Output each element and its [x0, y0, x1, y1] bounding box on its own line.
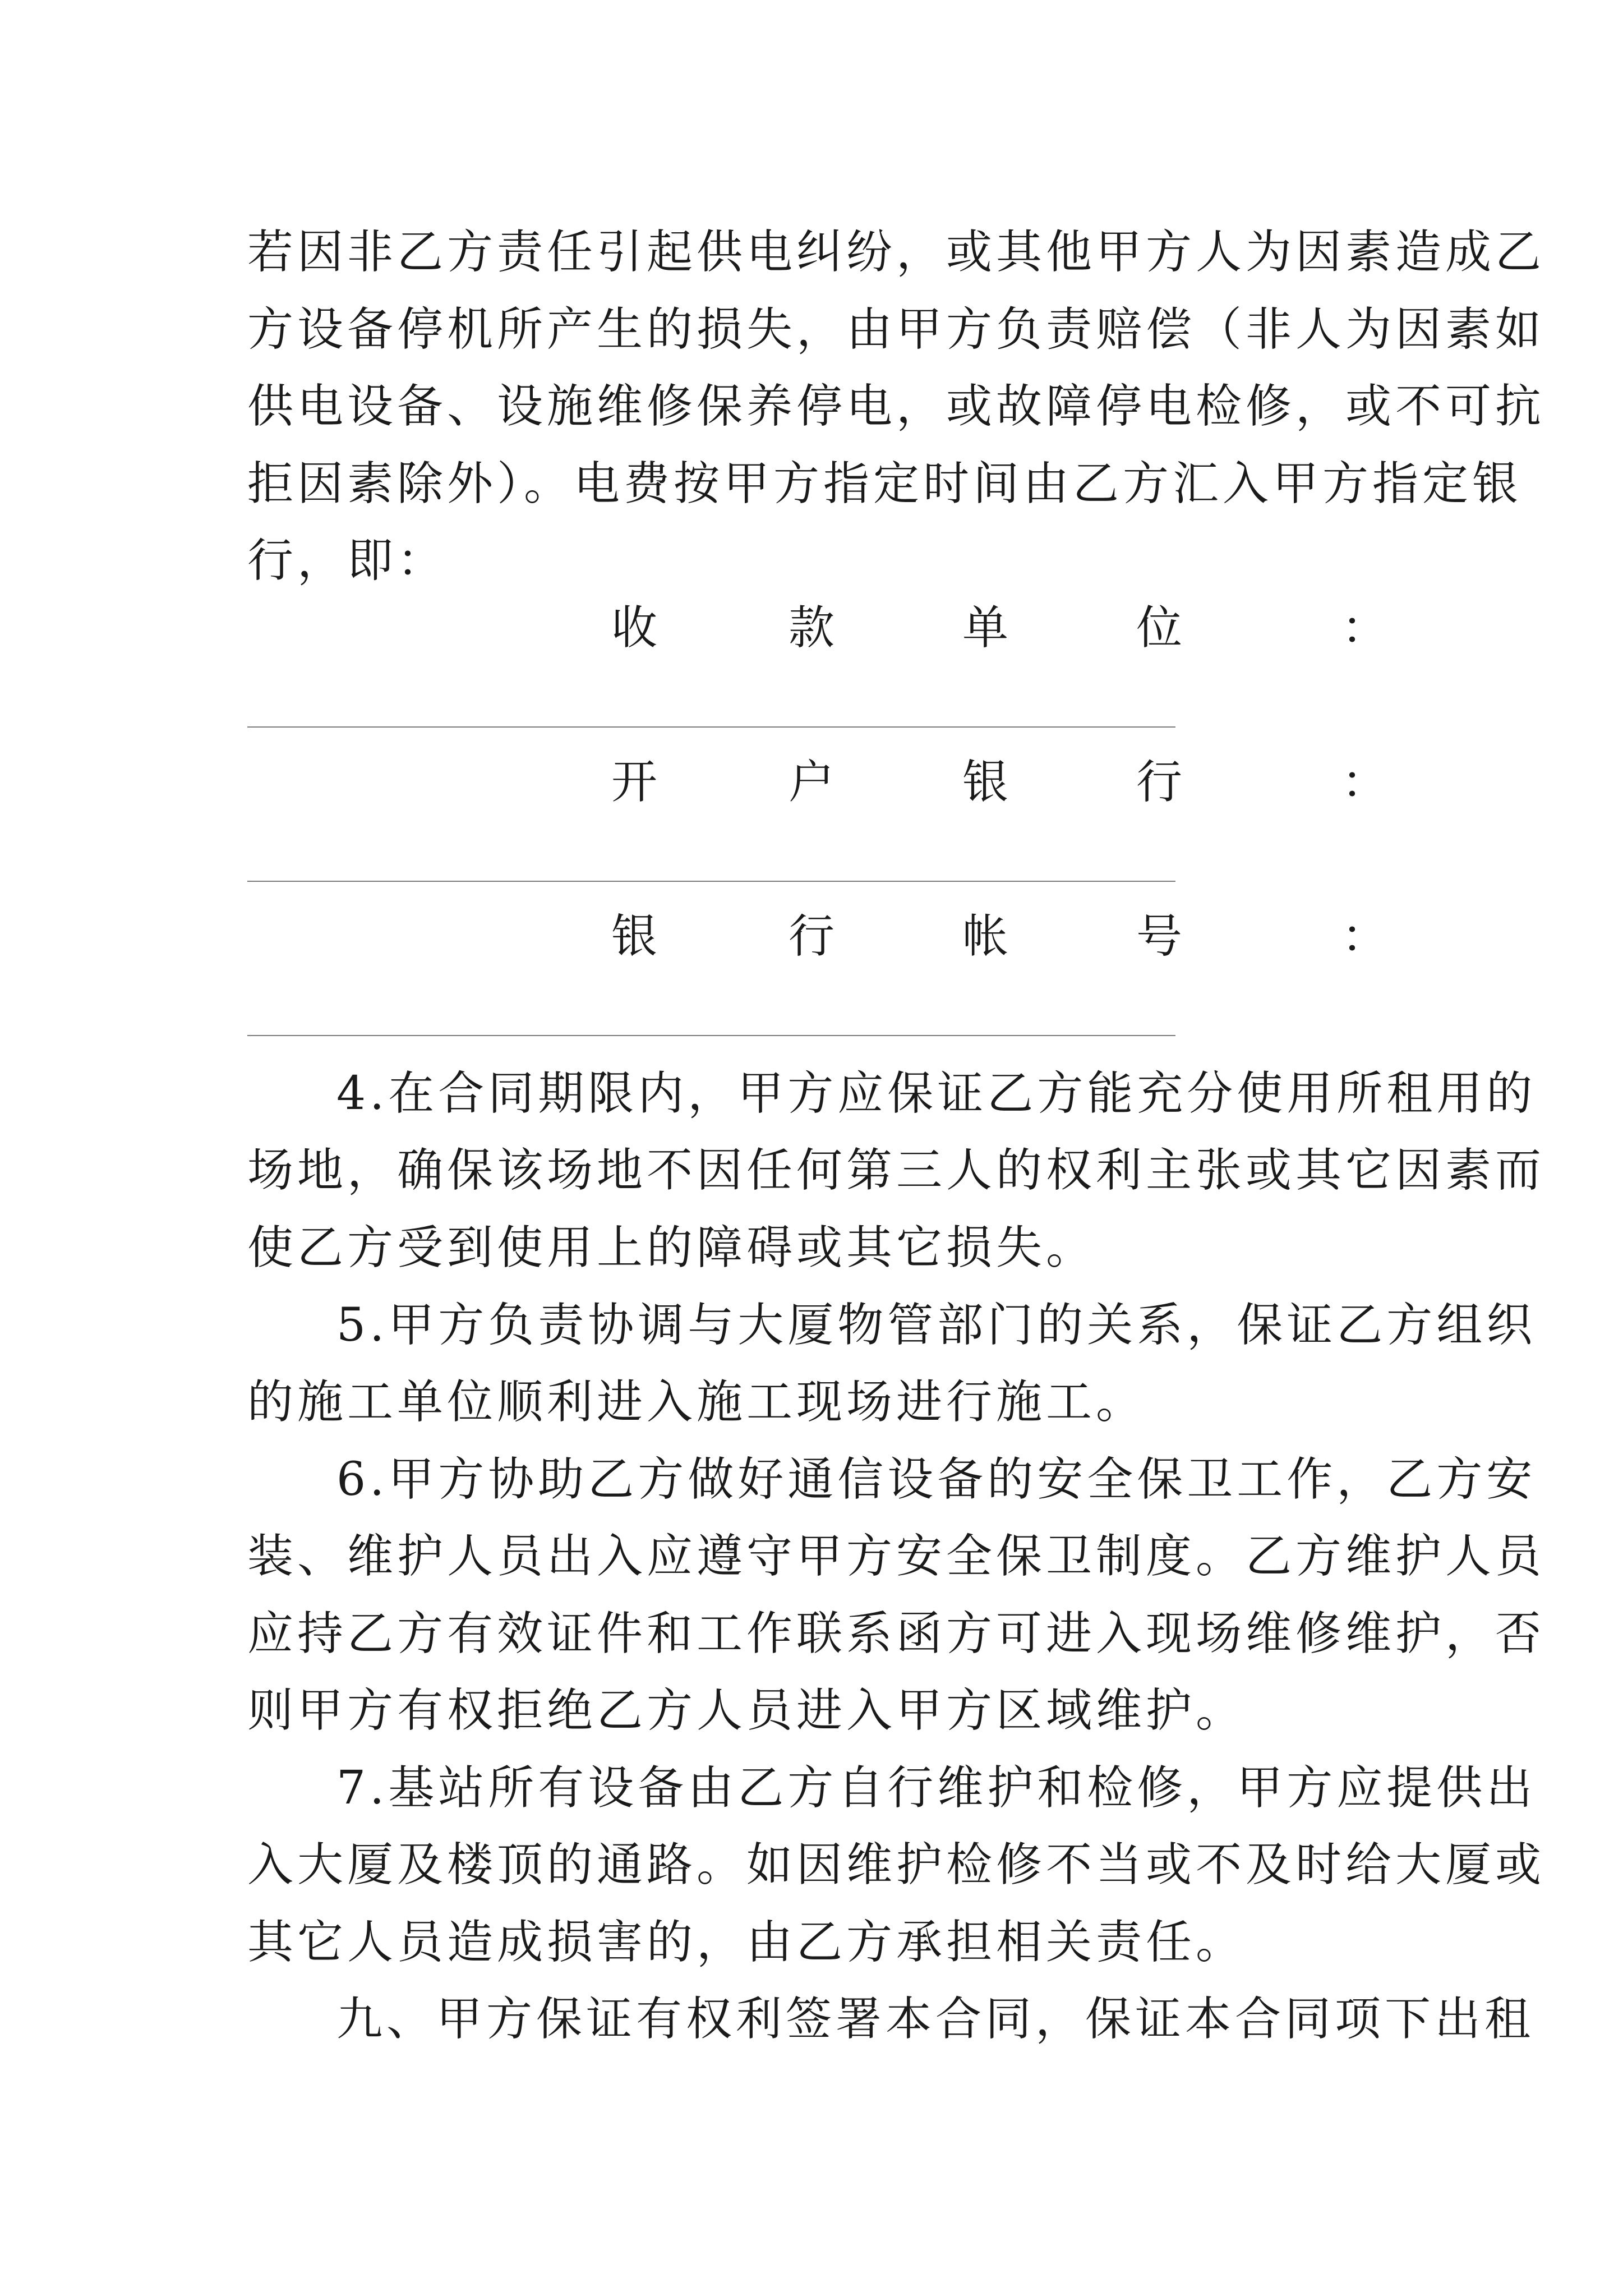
- field-char: 户: [789, 756, 835, 809]
- field-char: 款: [789, 601, 835, 655]
- field-colon: ：: [1341, 756, 1388, 809]
- bank-name-blank-line: [247, 881, 1175, 882]
- paragraph-line: 方设备停机所产生的损失，由甲方负责赔偿（非人为因素如: [247, 303, 1546, 356]
- clause-4-line: 场地，确保该场地不因任何第三人的权利主张或其它因素而: [247, 1144, 1546, 1197]
- field-char: 开: [611, 756, 658, 809]
- field-char: 银: [611, 910, 658, 963]
- field-char: 帐: [962, 910, 1009, 963]
- field-colon: ：: [1341, 910, 1388, 963]
- field-colon: ：: [1341, 601, 1388, 655]
- clause-4-line: 4.在合同期限内，甲方应保证乙方能充分使用所租用的: [336, 1067, 1537, 1120]
- paragraph-line: 拒因素除外）。电费按甲方指定时间由乙方汇入甲方指定银: [247, 457, 1523, 510]
- field-char: 号: [1136, 910, 1183, 963]
- clause-5-line: 的施工单位顺利进入施工现场进行施工。: [247, 1375, 1146, 1429]
- clause-6-line: 则甲方有权拒绝乙方人员进入甲方区域维护。: [247, 1684, 1246, 1737]
- clause-7-line: 入大厦及楼顶的通路。如因维护检修不当或不及时给大厦或: [247, 1838, 1546, 1892]
- account-number-field-label: [611, 909, 1408, 965]
- paragraph-line: 若因非乙方责任引起供电纠纷，或其他甲方人为因素造成乙: [247, 226, 1546, 279]
- field-char: 位: [1136, 601, 1183, 655]
- field-char: 行: [1136, 756, 1183, 809]
- paragraph-line: 供电设备、设施维修保养停电，或故障停电检修，或不可抗: [247, 380, 1546, 433]
- clause-6-line: 装、维护人员出入应遵守甲方安全保卫制度。乙方维护人员: [247, 1530, 1546, 1583]
- payee-field-label: [611, 600, 1408, 656]
- payee-blank-line: [247, 726, 1175, 728]
- paragraph-line: 行，即：: [247, 534, 448, 587]
- clause-6-line: 6.甲方协助乙方做好通信设备的安全保卫工作，乙方安: [336, 1453, 1537, 1506]
- clause-7-line: 7.基站所有设备由乙方自行维护和检修，甲方应提供出: [336, 1761, 1537, 1815]
- field-char: 单: [962, 601, 1009, 655]
- account-number-blank-line: [247, 1035, 1175, 1036]
- clause-5-line: 5.甲方负责协调与大厦物管部门的关系，保证乙方组织: [336, 1299, 1537, 1352]
- clause-9-line: 九、甲方保证有权利签署本合同，保证本合同项下出租: [336, 1993, 1535, 2046]
- clause-7-line: 其它人员造成损害的，由乙方承担相关责任。: [247, 1916, 1246, 1969]
- clause-6-line: 应持乙方有效证件和工作联系函方可进入现场维修维护，否: [247, 1607, 1546, 1660]
- field-char: 行: [789, 910, 835, 963]
- field-char: 银: [962, 756, 1009, 809]
- clause-4-line: 使乙方受到使用上的障碍或其它损失。: [247, 1221, 1096, 1274]
- bank-name-field-label: [611, 754, 1408, 811]
- field-char: 收: [611, 601, 658, 655]
